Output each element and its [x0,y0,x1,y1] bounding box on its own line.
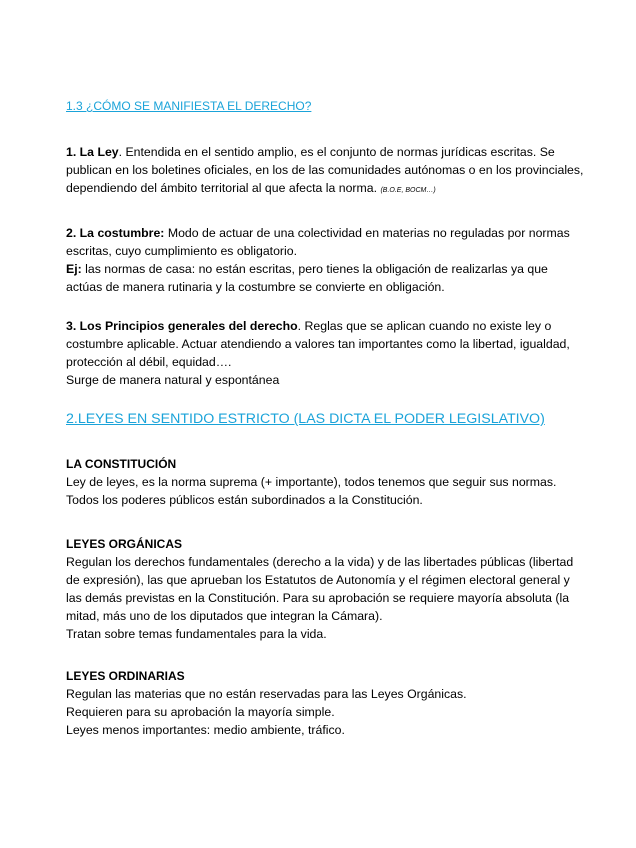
ordinarias-line2: Requieren para su aprobación la mayoría simple. [66,705,335,719]
section-heading-1-3: 1.3 ¿CÓMO SE MANIFIESTA EL DERECHO? [66,99,312,113]
constitucion-block [66,455,586,509]
principios-line2: Surge de manera natural y espontánea [66,373,280,387]
ley-paragraph [66,143,586,200]
ordinarias-line1: Regulan las materias que no están reservadas para las Leyes Orgánicas. [66,687,467,701]
costumbre-example-label: Ej: [66,262,82,276]
organicas-block [66,535,586,643]
organicas-text: Regulan los derechos fundamentales (derecho a la vida) y de las libertades públicas (libertad de expresión), las que aprueban los Estatutos de Autonomía y el régimen electoral general y las demás previstas en la Constitución. Para su aprobación se requiere mayoría absoluta (la mitad, más uno de los diputados que integran la Cámara). [66,555,574,623]
principios-text: . Reglas que se aplican cuando no existe ley o costumbre aplicable. Actuar atendiendo a valores tan importantes como la libertad, igualdad, protección al débil, equidad…. [66,319,570,369]
principios-paragraph [66,317,586,389]
ley-reference: (B.O.E, BOCM…) [380,187,436,194]
principios-label: 3. Los Principios generales del derecho [66,319,298,333]
ordinarias-line3: Leyes menos importantes: medio ambiente, tráfico. [66,723,345,737]
costumbre-paragraph [66,224,586,296]
costumbre-label: 2. La costumbre: [66,226,165,240]
costumbre-text: Modo de actuar de una colectividad en materias no reguladas por normas escritas, cuyo cumplimiento es obligatorio. [66,226,570,258]
ordinarias-title: LEYES ORDINARIAS [66,669,185,683]
ley-text: . Entendida en el sentido amplio, es el conjunto de normas jurídicas escritas. Se publican en los boletines oficiales, en los de las comunidades autónomas o en los provinciales, dependiendo del ámbito territorial al que afecta la norma. [66,145,584,195]
organicas-title: LEYES ORGÁNICAS [66,537,183,551]
constitucion-title: LA CONSTITUCIÓN [66,457,177,471]
organicas-line2: Tratan sobre temas fundamentales para la vida. [66,627,327,641]
section-heading-2: 2.LEYES EN SENTIDO ESTRICTO (LAS DICTA EL PODER LEGISLATIVO) [66,411,545,427]
ordinarias-block [66,667,586,739]
ley-label: 1. La Ley [66,145,119,159]
constitucion-text: Ley de leyes, es la norma suprema (+ importante), todos tenemos que seguir sus normas. Todos los poderes públicos están subordinados a la Constitución. [66,475,557,507]
costumbre-example-text: las normas de casa: no están escritas, pero tienes la obligación de realizarlas ya que actúas de manera rutinaria y la costumbre se convierte en obligación. [66,262,548,294]
